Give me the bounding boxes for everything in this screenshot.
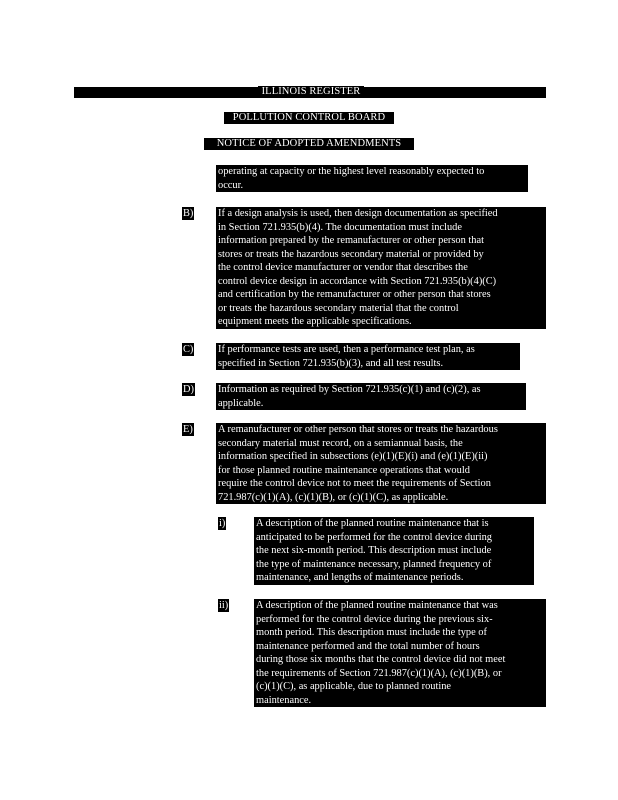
paragraph-line: in Section 721.935(b)(4). The documentation must include (218, 221, 462, 233)
paragraph-line: the next six-month period. This description must include (256, 545, 492, 557)
continuation-line: occur. (218, 179, 244, 191)
continuation-line: operating at capacity or the highest level reasonably expected to (218, 166, 485, 177)
item-c-paragraph (216, 343, 520, 370)
paragraph-line: during those six months that the control device did not meet (256, 654, 506, 666)
paragraph-line: the requirements of Section 721.987(c)(1)(A), (c)(1)(B), or (256, 667, 502, 679)
notice-title: NOTICE OF ADOPTED AMENDMENTS (204, 138, 414, 150)
paragraph-line: the type of maintenance necessary, planned frequency of (256, 558, 492, 570)
paragraph-line: A description of the planned routine maintenance that was (256, 600, 498, 611)
paragraph-line: If a design analysis is used, then design documentation as specified (218, 208, 498, 219)
subitem-ii-paragraph (254, 599, 546, 707)
item-label-d: D) (183, 384, 194, 395)
paragraph-line: maintenance. (256, 694, 312, 706)
paragraph-line: A remanufacturer or other person that stores or treats the hazardous (218, 424, 498, 435)
paragraph-line: month period. This description must include the type of (256, 627, 487, 639)
paragraph-line: the control device manufacturer or vendor that describes the (218, 262, 468, 274)
paragraph-line: maintenance performed and the total number of hours (256, 640, 480, 652)
paragraph-line: and certification by the remanufacturer or other person that stores (218, 289, 491, 301)
item-label-e: E) (183, 424, 193, 435)
paragraph-line: If performance tests are used, then a performance test plan, as (218, 344, 475, 355)
paragraph-line: stores or treats the hazardous secondary material or provided by (218, 248, 484, 260)
paragraph-line: A description of the planned routine maintenance that is (256, 518, 489, 529)
agency-title: POLLUTION CONTROL BOARD (224, 112, 394, 124)
paragraph-line: control device design in accordance with Section 721.935(b)(4)(C) (218, 275, 497, 287)
paragraph-line: equipment meets the applicable specifications. (218, 316, 412, 328)
paragraph-line: anticipated to be performed for the control device during (256, 531, 493, 543)
register-title: ILLINOIS REGISTER (258, 86, 364, 98)
paragraph-line: require the control device not to meet the requirements of Section (218, 478, 491, 490)
paragraph-line: information specified in subsections (e)(1)(E)(i) and (e)(1)(E)(ii) (218, 451, 488, 463)
paragraph-line: information prepared by the remanufacturer or other person that (218, 235, 485, 247)
subitem-i-paragraph (254, 517, 534, 585)
item-e-paragraph (216, 423, 546, 504)
paragraph-line: maintenance, and lengths of maintenance periods. (256, 572, 464, 584)
item-label-b: B) (183, 208, 194, 219)
subitem-label-ii: ii) (219, 600, 229, 611)
paragraph-line: performed for the control device during the previous six- (256, 613, 493, 625)
paragraph-line: Information as required by Section 721.935(c)(1) and (c)(2), as (218, 384, 481, 395)
subitem-label-i: i) (219, 518, 226, 529)
paragraph-line: for those planned routine maintenance operations that would (218, 464, 470, 476)
item-d-paragraph (216, 383, 526, 410)
item-b-paragraph (216, 207, 546, 329)
paragraph-line: secondary material must record, on a semiannual basis, the (218, 437, 463, 449)
paragraph-line: applicable. (218, 397, 264, 409)
item-label-c: C) (183, 344, 194, 355)
paragraph-line: (c)(1)(C), as applicable, due to planned routine (256, 681, 452, 693)
paragraph-line: specified in Section 721.935(b)(3), and all test results. (218, 357, 444, 369)
paragraph-line: 721.987(c)(1)(A), (c)(1)(B), or (c)(1)(C), as applicable. (218, 491, 449, 503)
paragraph-line: or treats the hazardous secondary material that the control (218, 302, 459, 314)
continuation-paragraph (216, 165, 528, 192)
